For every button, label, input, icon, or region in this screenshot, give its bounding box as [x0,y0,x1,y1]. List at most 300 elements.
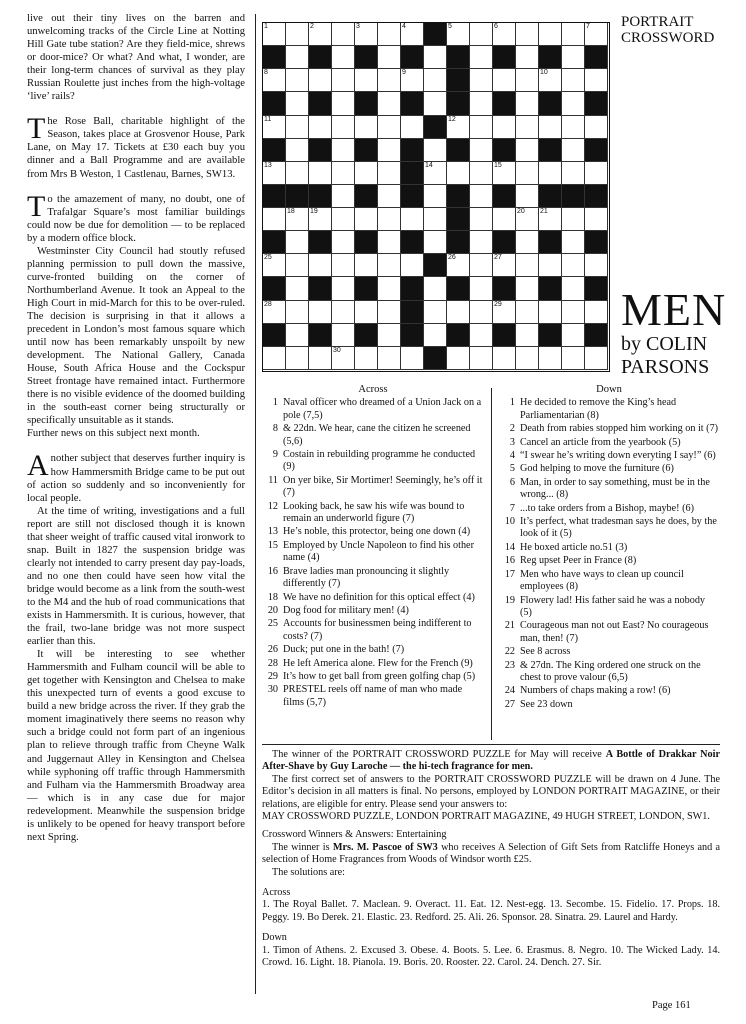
grid-block [447,277,470,300]
grid-cell[interactable] [585,23,608,46]
grid-cell[interactable] [424,301,447,324]
clue-text: We have no definition for this optical effect (4) [283,591,475,603]
grid-cell[interactable] [539,23,562,46]
drop-cap: T [27,112,46,146]
clue-number: 25 [267,618,278,630]
grid-cell[interactable] [493,69,516,92]
grid-cell[interactable] [562,139,585,162]
clue-text: Cancel an article from the yearbook (5) [520,436,681,448]
grid-cell[interactable] [470,162,493,185]
grid-cell[interactable] [493,301,516,324]
grid-cell[interactable] [332,162,355,185]
clue-number: 7 [509,502,515,514]
grid-cell[interactable] [286,324,309,347]
grid-cell[interactable] [585,69,608,92]
grid-cell[interactable] [516,139,539,162]
grid-cell[interactable] [378,162,401,185]
grid-block [585,324,608,347]
grid-block [447,208,470,231]
clue-text: Reg upset Peer in France (8) [520,555,637,567]
grid-cell[interactable] [286,347,309,370]
grid-cell[interactable] [355,301,378,324]
grid-cell[interactable] [355,116,378,139]
grid-cell[interactable] [562,162,585,185]
grid-cell[interactable] [539,208,562,231]
grid-block [447,231,470,254]
grid-cell[interactable] [447,347,470,370]
grid-block [585,277,608,300]
grid-cell[interactable] [516,92,539,115]
section-divider [262,744,720,745]
clue-text: Courageous man not out East? No courageous man, then! (7) [520,620,709,644]
grid-cell[interactable] [562,69,585,92]
down-clue [499,660,719,685]
grid-cell[interactable] [401,69,424,92]
grid-cell[interactable] [585,208,608,231]
grid-block [585,92,608,115]
grid-block [263,324,286,347]
clue-number: 16 [504,555,515,567]
grid-cell[interactable] [516,23,539,46]
down-clue [499,555,719,567]
grid-cell[interactable] [539,301,562,324]
across-clue [262,475,484,500]
down-clue [499,569,719,594]
clue-text: See 8 across [520,646,571,658]
grid-cell[interactable] [424,208,447,231]
grid-cell[interactable] [447,254,470,277]
grid-cell[interactable] [562,92,585,115]
clue-number: 14 [425,161,433,169]
grid-cell[interactable] [493,23,516,46]
bridge-text: nother subject that deserves further inquiry is how Hammersmith Bridge came to be put out of action so suddenly and so inconveniently for local people. [27,453,245,504]
grid-cell[interactable] [355,162,378,185]
grid-cell[interactable] [539,254,562,277]
grid-cell[interactable] [378,69,401,92]
grid-cell[interactable] [516,254,539,277]
grid-cell[interactable] [516,162,539,185]
grid-block [309,139,332,162]
clue-number: 6 [494,23,498,30]
grid-block [493,139,516,162]
grid-cell[interactable] [493,254,516,277]
grid-cell[interactable] [378,92,401,115]
grid-cell[interactable] [309,23,332,46]
clue-text: & 27dn. The King ordered one struck on the chest to prove valour (6,5) [520,659,701,683]
grid-cell[interactable] [470,23,493,46]
grid-cell[interactable] [516,185,539,208]
grid-cell[interactable] [401,116,424,139]
grid-cell[interactable] [493,116,516,139]
across-clue [262,540,484,565]
grid-cell[interactable] [447,301,470,324]
grid-cell[interactable] [516,116,539,139]
grid-cell[interactable] [516,347,539,370]
down-clue [499,516,719,541]
grid-cell[interactable] [516,208,539,231]
clue-text: PRESTEL reels off name of man who made films (5,7) [283,684,463,708]
grid-cell[interactable] [378,254,401,277]
grid-cell[interactable] [332,116,355,139]
grid-cell[interactable] [378,324,401,347]
grid-cell[interactable] [470,116,493,139]
grid-cell[interactable] [424,69,447,92]
grid-cell[interactable] [493,208,516,231]
grid-cell[interactable] [263,254,286,277]
grid-cell[interactable] [470,231,493,254]
clue-text: He left America alone. Flew for the French (9) [283,657,473,669]
grid-cell[interactable] [470,254,493,277]
clue-number: 5 [509,463,515,475]
clue-number: 4 [509,450,515,462]
page-number: Page 161 [652,1000,691,1011]
grid-cell[interactable] [332,301,355,324]
grid-cell[interactable] [309,347,332,370]
down-clue [499,685,719,697]
grid-cell[interactable] [355,69,378,92]
clue-text: He’s noble, this protector, being one down (4) [283,526,471,538]
intro-paragraph: live out their tiny lives on the barren and unwelcoming tracks of the Circle Line at Notting Hill Gate tube station? Are they field-mice, shrews or door-mice? Or what? And what, I wonder, are their long-term chances of survival as they play Russian Roulette just inches from the high-voltage ‘live’ rails? [27,13,245,103]
grid-block [401,185,424,208]
grid-cell[interactable] [424,231,447,254]
grid-block [401,231,424,254]
byline-2: PARSONS [621,356,710,378]
grid-block [309,92,332,115]
grid-cell[interactable] [263,208,286,231]
clue-number: 1 [272,397,278,409]
clue-number: 1 [264,23,268,30]
grid-cell[interactable] [562,231,585,254]
down-clue-list [499,397,719,711]
grid-cell[interactable] [470,69,493,92]
grid-cell[interactable] [309,254,332,277]
across-answers: 1. The Royal Ballet. 7. Maclean. 9. Overact. 11. Eat. 12. Nest-egg. 13. Secombe. 15. Fidelio. 17. Props. 18. Peggy. 19. Bo Derek. 21. Elastic. 23. Redford. 25. Ali. 26. Sponsor. 28. Sinatra. 29. Laurel and Hardy. [262,899,720,923]
clue-number: 16 [267,565,278,577]
clue-number: 21 [540,208,548,216]
grid-cell[interactable] [355,347,378,370]
clue-number: 14 [504,541,515,553]
clue-number: 18 [267,591,278,603]
theme-word: MEN [621,284,727,335]
grid-cell[interactable] [447,23,470,46]
grid-cell[interactable] [401,254,424,277]
grid-cell[interactable] [332,324,355,347]
grid-cell[interactable] [516,301,539,324]
clue-number: 15 [267,539,278,551]
clue-number: 8 [272,423,278,435]
grid-cell[interactable] [286,139,309,162]
grid-block [263,46,286,69]
clue-text: God helping to move the furniture (6) [520,463,674,475]
grid-cell[interactable] [332,69,355,92]
grid-cell[interactable] [332,231,355,254]
across-clue [262,658,484,670]
grid-cell[interactable] [286,69,309,92]
grid-cell[interactable] [286,46,309,69]
grid-cell[interactable] [493,347,516,370]
grid-cell[interactable] [585,254,608,277]
grid-cell[interactable] [539,69,562,92]
grid-block [355,324,378,347]
grid-cell[interactable] [470,46,493,69]
grid-block [355,92,378,115]
down-clue [499,620,719,645]
bridge-paragraph-3: It will be interesting to see whether Hammersmith and Fulham council will be able to get together with Kensington and Chelsea to make this unexpected turn of events a good excuse to build a new bridge across the river. If they grab the moment imaginatively there seems no reason why such a bridge could not form part of an ingenious plan to relieve through traffic from Cheyne Walk and Juggernaut Alley in Kensington and Chelsea while syphoning off traffic through Hammersmith and Fulham via the Hammersmith Broadway area — which is in any case due for major redevelopment. Meanwhile the suspension bridge is unlikely to be opened for heavy transport before next Spring. [27,649,245,843]
grid-cell[interactable] [286,116,309,139]
grid-cell[interactable] [263,23,286,46]
grid-cell[interactable] [470,301,493,324]
grid-cell[interactable] [332,347,355,370]
grid-cell[interactable] [470,324,493,347]
address: MAY CROSSWORD PUZZLE, LONDON PORTRAIT MAGAZINE, 49 HUGH STREET, LONDON, SW1. [262,811,710,823]
grid-cell[interactable] [332,277,355,300]
grid-cell[interactable] [401,347,424,370]
grid-block [447,185,470,208]
crossword-title [621,14,731,46]
grid-block [539,324,562,347]
grid-block [263,277,286,300]
grid-cell[interactable] [562,277,585,300]
clue-number: 13 [267,526,278,538]
clue-number: 30 [267,684,278,696]
crossword-grid[interactable] [262,22,610,372]
down-answers: 1. Timon of Athens. 2. Excused 3. Obese. 4. Boots. 5. Lee. 6. Erasmus. 8. Negro. 10. The Wicked Lady. 14. Crowd. 16. Light. 18. Pianola. 19. Boris. 20. Rooster. 22. Carol. 24. Dench. 27. Sir. [262,944,720,969]
crossword-theme-title [621,284,736,379]
grid-cell[interactable] [355,208,378,231]
grid-block [447,139,470,162]
grid-cell[interactable] [424,185,447,208]
grid-cell[interactable] [309,116,332,139]
clue-number: 3 [509,436,515,448]
grid-block [447,92,470,115]
grid-cell[interactable] [378,139,401,162]
grid-cell[interactable] [355,23,378,46]
clue-text: & 22dn. We hear, cane the citizen he screened (5,6) [283,423,471,447]
down-clues [499,384,719,712]
grid-cell[interactable] [332,46,355,69]
trafalgar-paragraph [27,189,245,245]
clue-text: He boxed article no.51 (3) [520,541,628,553]
grid-cell[interactable] [286,92,309,115]
grid-cell[interactable] [516,277,539,300]
grid-cell[interactable] [401,208,424,231]
clue-number: 28 [267,657,278,669]
clue-number: 22 [264,231,272,239]
clue-number: 7 [586,23,590,30]
grid-cell[interactable] [309,208,332,231]
clue-text: Naval officer who dreamed of a Union Jack on a pole (7,5) [283,397,482,421]
grid-cell[interactable] [424,139,447,162]
grid-cell[interactable] [585,162,608,185]
grid-block [355,139,378,162]
clue-text: Accounts for businessmen being indifferent to costs? (7) [283,618,472,642]
across-clue [262,592,484,604]
grid-cell[interactable] [539,347,562,370]
grid-cell[interactable] [378,46,401,69]
grid-cell[interactable] [562,208,585,231]
grid-cell[interactable] [378,116,401,139]
down-clue [499,437,719,449]
grid-block [493,277,516,300]
grid-cell[interactable] [562,116,585,139]
grid-cell[interactable] [309,69,332,92]
across-clue [262,397,484,422]
grid-cell[interactable] [309,301,332,324]
draw-paragraph: The first correct set of answers to the PORTRAIT CROSSWORD PUZZLE will be drawn on 4 June. The Editor’s decision in all matters is final. No persons, employed by LONDON PORTRAIT MAGAZINE, or their relations, are eligible for entry. Please send your answers to: [262,773,720,810]
grid-cell[interactable] [585,116,608,139]
grid-block [447,69,470,92]
grid-cell[interactable] [562,324,585,347]
grid-cell[interactable] [424,46,447,69]
grid-cell[interactable] [401,23,424,46]
grid-cell[interactable] [378,231,401,254]
grid-cell[interactable] [263,162,286,185]
grid-cell[interactable] [309,162,332,185]
across-clue [262,671,484,683]
across-clue [262,618,484,643]
grid-cell[interactable] [378,208,401,231]
grid-cell[interactable] [470,208,493,231]
grid-cell[interactable] [562,254,585,277]
grid-cell[interactable] [516,324,539,347]
down-heading: Down [596,384,622,395]
grid-cell[interactable] [516,46,539,69]
winners-section [262,749,720,970]
grid-cell[interactable] [263,347,286,370]
clue-number: 23 [504,659,515,671]
title-line-1: PORTRAIT [621,14,694,30]
across-clue [262,684,484,709]
clue-number: 19 [310,208,318,216]
clue-number: 9 [272,449,278,461]
grid-cell[interactable] [424,277,447,300]
grid-block [401,46,424,69]
clue-text: On yer bike, Sir Mortimer! Seemingly, he’s off it (7) [283,474,483,499]
grid-cell[interactable] [378,347,401,370]
rose-ball-paragraph [27,112,245,180]
grid-block [263,231,286,254]
grid-cell[interactable] [539,116,562,139]
clue-number: 26 [267,644,278,656]
grid-cell[interactable] [286,254,309,277]
grid-cell[interactable] [332,139,355,162]
grid-block [286,185,309,208]
grid-block [424,23,447,46]
grid-block [401,92,424,115]
grid-block [493,92,516,115]
grid-cell[interactable] [470,139,493,162]
grid-cell[interactable] [286,208,309,231]
grid-cell[interactable] [585,301,608,324]
grid-cell[interactable] [424,162,447,185]
clue-number: 24 [504,685,515,697]
grid-cell[interactable] [332,92,355,115]
grid-cell[interactable] [332,23,355,46]
grid-cell[interactable] [263,301,286,324]
grid-cell[interactable] [424,92,447,115]
grid-cell[interactable] [355,254,378,277]
clue-number: 27 [504,698,515,710]
down-clue [499,477,719,502]
grid-block [539,231,562,254]
grid-cell[interactable] [562,46,585,69]
grid-cell[interactable] [378,23,401,46]
grid-cell[interactable] [378,185,401,208]
grid-cell[interactable] [585,347,608,370]
grid-block [447,324,470,347]
clue-number: 26 [448,254,456,262]
grid-cell[interactable] [562,347,585,370]
clue-text: ...to take orders from a Bishop, maybe! (6) [520,502,694,514]
grid-cell[interactable] [378,277,401,300]
grid-cell[interactable] [516,231,539,254]
clue-number: 17 [504,568,515,580]
grid-cell[interactable] [562,301,585,324]
grid-cell[interactable] [332,185,355,208]
grid-cell[interactable] [447,116,470,139]
grid-cell[interactable] [447,162,470,185]
grid-cell[interactable] [332,208,355,231]
grid-cell[interactable] [562,23,585,46]
grid-cell[interactable] [516,69,539,92]
clue-number: 15 [494,161,502,169]
clue-number: 20 [517,208,525,216]
bridge-paragraph [27,449,245,504]
clue-number: 11 [268,474,278,486]
grid-cell[interactable] [470,347,493,370]
grid-block [309,324,332,347]
clue-number: 18 [287,208,295,216]
solutions-intro: The solutions are: [272,866,345,878]
grid-block [401,301,424,324]
grid-block [355,231,378,254]
grid-block [447,46,470,69]
trafalgar-paragraph-3: Further news on this subject next month. [27,428,200,440]
grid-block [424,116,447,139]
grid-cell[interactable] [424,324,447,347]
grid-cell[interactable] [286,162,309,185]
grid-cell[interactable] [493,162,516,185]
clue-number: 4 [402,23,406,30]
clue-text: Costain in rebuilding programme he conducted (9) [283,449,476,473]
grid-cell[interactable] [470,185,493,208]
clue-text: Employed by Uncle Napoleon to find his other name (4) [283,539,474,564]
grid-block [493,231,516,254]
grid-cell[interactable] [539,162,562,185]
grid-block [585,46,608,69]
clue-text: Looking back, he saw his wife was bound to remain an underworld figure (7) [283,500,465,525]
grid-cell[interactable] [332,254,355,277]
grid-cell[interactable] [286,301,309,324]
down-clue [499,463,719,475]
grid-cell[interactable] [378,301,401,324]
down-clue [499,646,719,658]
clue-number: 27 [494,254,502,262]
grid-cell[interactable] [286,23,309,46]
clue-number: 13 [264,161,272,169]
clue-text: Brave ladies man pronouncing it slightly differently (7) [283,565,450,590]
grid-block [355,46,378,69]
grid-cell[interactable] [470,92,493,115]
grid-cell[interactable] [263,116,286,139]
across-answers-heading: Across [262,887,291,899]
grid-cell[interactable] [263,69,286,92]
grid-cell[interactable] [286,231,309,254]
down-clue [499,542,719,554]
grid-cell[interactable] [470,277,493,300]
grid-cell[interactable] [286,277,309,300]
down-clue [499,397,719,422]
